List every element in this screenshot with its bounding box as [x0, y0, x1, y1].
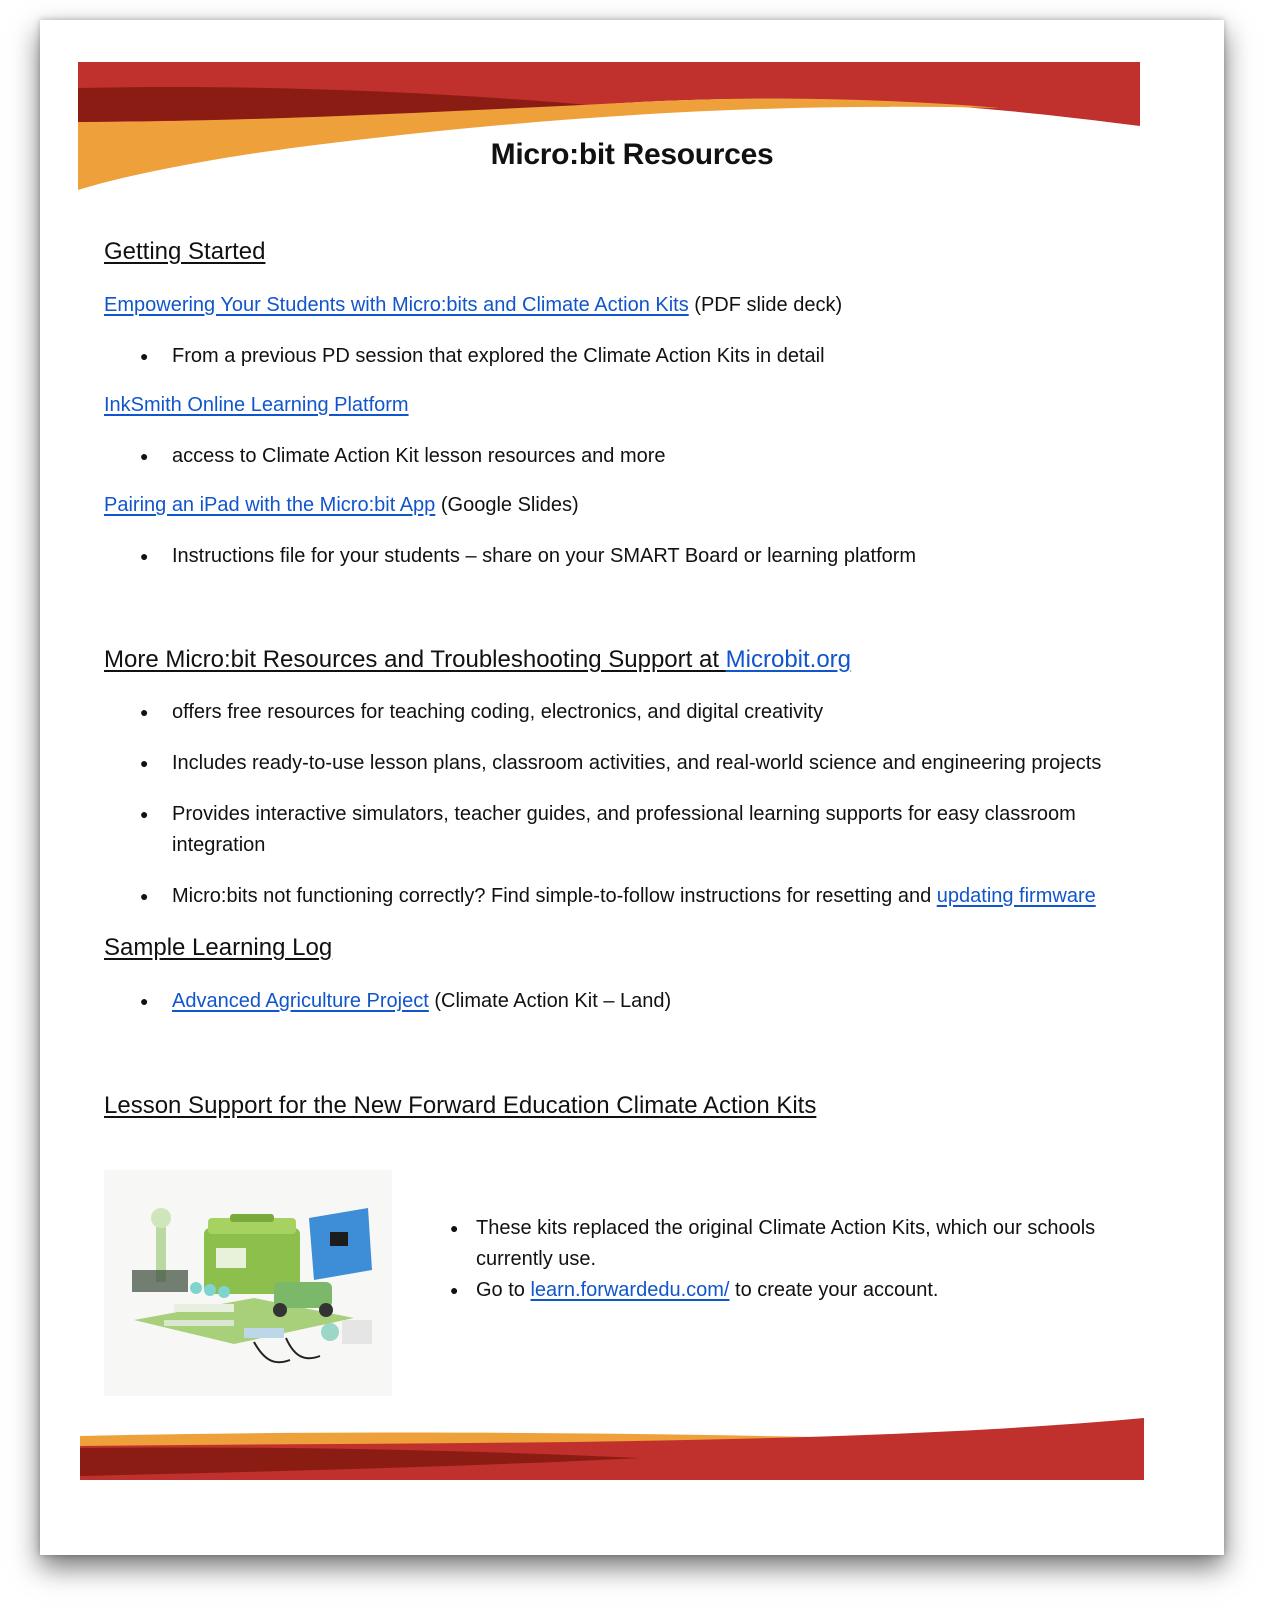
getting-started-heading: Getting Started — [104, 238, 266, 265]
advanced-agriculture-link[interactable]: Advanced Agriculture Project — [172, 990, 429, 1012]
footer-banner — [40, 1412, 1224, 1522]
list-item: ● Instructions file for your students – share on your SMART Board or learning platform — [172, 541, 916, 572]
list-item: ● Includes ready-to-use lesson plans, classroom activities, and real-world science and engineering projects — [172, 748, 1101, 779]
climate-action-kit-image — [104, 1170, 392, 1396]
inksmith-platform-link[interactable]: InkSmith Online Learning Platform — [104, 394, 409, 416]
list-item: ● Micro:bits not functioning correctly? Find simple-to-follow instructions for resetting and updating firmware — [172, 881, 1096, 912]
forwardedu-link[interactable]: learn.forwardedu.com/ — [530, 1279, 730, 1301]
list-item: ● Advanced Agriculture Project (Climate Action Kit – Land) — [172, 986, 671, 1017]
list-item: ● These kits replaced the original Climate Action Kits, which our schools currently use. — [450, 1213, 1140, 1275]
pairing-ipad-link[interactable]: Pairing an iPad with the Micro:bit App — [104, 494, 436, 516]
empowering-students-link[interactable]: Empowering Your Students with Micro:bits and Climate Action Kits — [104, 294, 689, 316]
list-item: ● offers free resources for teaching coding, electronics, and digital creativity — [172, 697, 823, 728]
updating-firmware-link[interactable]: updating firmware — [936, 885, 1096, 907]
list-item: ● Provides interactive simulators, teacher guides, and professional learning supports for easy classroom integration — [172, 799, 1122, 861]
list-item: ● Go to learn.forwardedu.com/ to create your account. — [450, 1275, 1140, 1306]
list-item: ● From a previous PD session that explored the Climate Action Kits in detail — [172, 341, 825, 372]
sample-log-heading: Sample Learning Log — [104, 934, 333, 961]
page-title: Micro:bit Resources — [490, 138, 774, 171]
kit-list — [450, 1213, 1140, 1306]
document-page — [40, 20, 1224, 1555]
resource-line-1: Empowering Your Students with Micro:bits and Climate Action Kits (PDF slide deck) — [104, 294, 843, 316]
lesson-support-heading: Lesson Support for the New Forward Education Climate Action Kits — [104, 1092, 817, 1119]
microbit-org-link[interactable]: Microbit.org — [725, 646, 852, 673]
resource-line-2 — [104, 394, 409, 417]
list-item: ● access to Climate Action Kit lesson resources and more — [172, 441, 666, 472]
more-resources-heading: More Micro:bit Resources and Troubleshooting Support at Microbit.org — [104, 646, 852, 673]
resource-line-3: Pairing an iPad with the Micro:bit App (Google Slides) — [104, 494, 579, 516]
